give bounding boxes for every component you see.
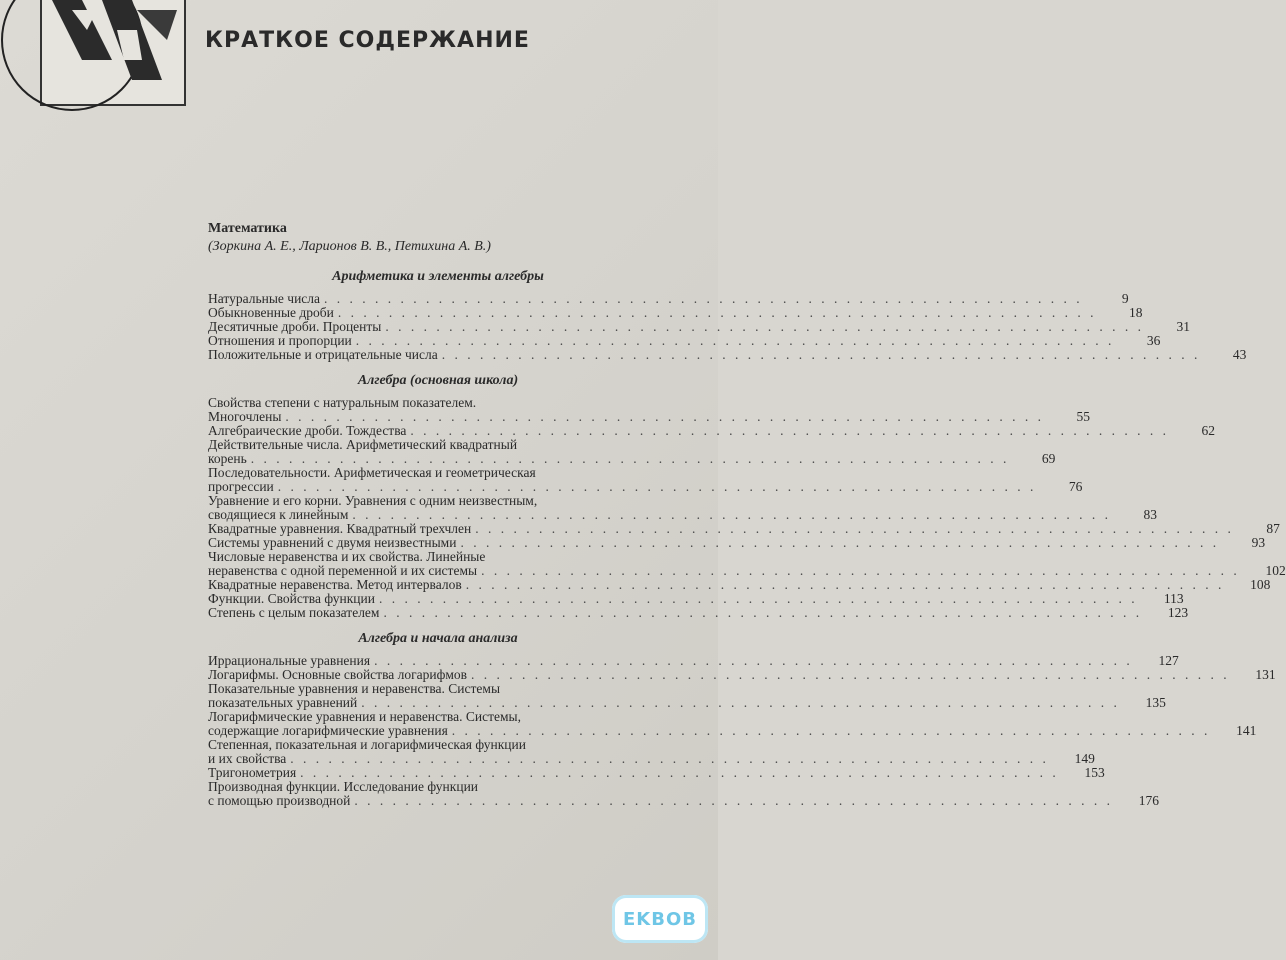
toc-entry-text: сводящиеся к линейным [208, 507, 349, 522]
page-number: 36 [1146, 333, 1161, 348]
toc-entry [208, 535, 1266, 550]
toc-entry [208, 605, 1189, 620]
toc-entry-line [208, 521, 1280, 536]
page-number: 69 [1041, 451, 1056, 466]
toc-entry-line [208, 535, 1266, 550]
toc-entry-text: Действительные числа. Арифметический квадратный [208, 437, 518, 452]
toc-entry-line [208, 347, 1247, 362]
page-title: КРАТКОЕ СОДЕРЖАНИЕ [205, 28, 530, 53]
toc-entry-text: содержащие логарифмические уравнения [208, 723, 448, 738]
leader-dots: . . . . . . . . . . . . . . . . . . . . . . . . . . . . . . . . . . . . . . . . . . . . . . . . . . . . . . . . . . . . [481, 563, 1240, 578]
toc-entry [208, 347, 1247, 362]
toc-entry-line [208, 409, 1091, 424]
toc-entry-text: Тригонометрия [208, 765, 297, 780]
toc-entry-text: Квадратные уравнения. Квадратный трехчлен [208, 521, 472, 536]
toc-entry-line [208, 333, 1161, 348]
section-title: Алгебра (основная школа) [357, 373, 519, 388]
leader-dots: . . . . . . . . . . . . . . . . . . . . . . . . . . . . . . . . . . . . . . . . . . . . . . . . . . . . . . . . . . . . [475, 521, 1234, 536]
page-number: 108 [1250, 577, 1271, 592]
toc-entry [208, 319, 1190, 334]
toc-entry-text: Числовые неравенства и их свойства. Линейные [208, 549, 486, 564]
toc-entry-text: Иррациональные уравнения [208, 653, 371, 668]
toc-entry-text: Степенная, показательная и логарифмическая функции [208, 737, 526, 752]
toc-entry-text: с помощью производной [208, 793, 351, 808]
leader-dots: . . . . . . . . . . . . . . . . . . . . . . . . . . . . . . . . . . . . . . . . . . . . . . . . . . . . . . . . . . . . [460, 535, 1220, 550]
page-number: 18 [1128, 305, 1143, 320]
toc-entry [208, 423, 1216, 438]
page-number: 87 [1266, 521, 1280, 536]
toc-entry-line [208, 667, 1276, 682]
leader-dots: . . . . . . . . . . . . . . . . . . . . . . . . . . . . . . . . . . . . . . . . . . . . . . . . . . . . . . . . . . . . [337, 305, 1097, 320]
toc-entry-line [208, 793, 1160, 808]
subject-title: Математика [208, 221, 287, 236]
toc-entry-line [208, 396, 668, 410]
leader-dots: . . . . . . . . . . . . . . . . . . . . . . . . . . . . . . . . . . . . . . . . . . . . . . . . . . . . . . . . . . . . [378, 591, 1138, 606]
toc-entry [208, 437, 1056, 466]
toc-entry [208, 493, 1158, 522]
page-number: 55 [1076, 409, 1091, 424]
page-number: 123 [1167, 605, 1189, 620]
page-number: 135 [1145, 695, 1166, 710]
toc-entry [208, 395, 1091, 424]
toc-entry-line [208, 710, 668, 724]
toc-entry-line [208, 765, 1105, 780]
page-number: 153 [1084, 765, 1105, 780]
toc-entry-line [208, 550, 668, 564]
toc-entry-line [208, 494, 668, 508]
leader-dots: . . . . . . . . . . . . . . . . . . . . . . . . . . . . . . . . . . . . . . . . . . . . . . . . . . . . . . . . . . . . [250, 451, 1010, 466]
toc-entry [208, 465, 1083, 494]
leader-dots: . . . . . . . . . . . . . . . . . . . . . . . . . . . . . . . . . . . . . . . . . . . . . . . . . . . . . . . . . . . . [471, 667, 1230, 682]
toc-entry-text: прогрессии [208, 479, 274, 494]
toc-entry-text: Логарифмические уравнения и неравенства. Системы, [208, 709, 521, 724]
toc-entry [208, 305, 1143, 320]
toc-entry-line [208, 438, 668, 452]
toc-entry-text: Квадратные неравенства. Метод интервалов [208, 577, 462, 592]
toc-entry [208, 577, 1271, 592]
toc-entry [208, 765, 1105, 780]
watermark-logo: EKBOB [612, 895, 708, 943]
toc-entry [208, 779, 1160, 808]
leader-dots: . . . . . . . . . . . . . . . . . . . . . . . . . . . . . . . . . . . . . . . . . . . . . . . . . . . . . . . . . . . . [410, 423, 1170, 438]
page-number: 127 [1158, 653, 1179, 668]
toc-entry [208, 591, 1184, 606]
leader-dots: . . . . . . . . . . . . . . . . . . . . . . . . . . . . . . . . . . . . . . . . . . . . . . . . . . . . . . . . . . . . [355, 333, 1115, 348]
toc-entry-line [208, 305, 1143, 320]
toc-entry [208, 709, 1257, 738]
page-number: 76 [1068, 479, 1083, 494]
toc-entry [208, 521, 1280, 536]
page-number: 176 [1138, 793, 1160, 808]
toc-entry-text: корень [208, 451, 247, 466]
toc-entry-text: Показательные уравнения и неравенства. Системы [208, 681, 501, 696]
section-title: Арифметика и элементы алгебры [332, 269, 544, 284]
page-number: 9 [1121, 291, 1129, 306]
toc-entry-line [208, 695, 1166, 710]
toc-entry-text: неравенства с одной переменной и их системы [208, 563, 478, 578]
toc-entry-text: Алгебраические дроби. Тождества [208, 423, 407, 438]
toc-entry-line [208, 723, 1257, 738]
toc-sections [208, 268, 1286, 808]
toc-entry-line [208, 780, 668, 794]
leader-dots: . . . . . . . . . . . . . . . . . . . . . . . . . . . . . . . . . . . . . . . . . . . . . . . . . . . . . . . . . . . . [277, 479, 1037, 494]
toc-entry-line [208, 653, 1179, 668]
leader-dots: . . . . . . . . . . . . . . . . . . . . . . . . . . . . . . . . . . . . . . . . . . . . . . . . . . . . . . . . . . . . [374, 653, 1133, 668]
toc-entry-text: Десятичные дроби. Проценты [208, 319, 382, 334]
toc-entry-line [208, 291, 1129, 306]
toc-entry-line [208, 319, 1190, 334]
table-of-contents [208, 220, 1286, 808]
emblem-graphic [42, 0, 184, 104]
chapter-emblem [40, 0, 186, 106]
page-number: 93 [1251, 535, 1266, 550]
toc-entry [208, 549, 1286, 578]
leader-dots: . . . . . . . . . . . . . . . . . . . . . . . . . . . . . . . . . . . . . . . . . . . . . . . . . . . . . . . . . . . . [441, 347, 1201, 362]
toc-entry-text: Степень с целым показателем [208, 605, 380, 620]
page-number: 149 [1074, 751, 1095, 766]
leader-dots: . . . . . . . . . . . . . . . . . . . . . . . . . . . . . . . . . . . . . . . . . . . . . . . . . . . . . . . . . . . . [385, 319, 1144, 334]
leader-dots: . . . . . . . . . . . . . . . . . . . . . . . . . . . . . . . . . . . . . . . . . . . . . . . . . . . . . . . . . . . . [383, 605, 1143, 620]
toc-entry-text: Последовательности. Арифметическая и геометрическая [208, 465, 536, 480]
page-number: 131 [1255, 667, 1276, 682]
toc-entry [208, 333, 1161, 348]
toc-entry-text: Натуральные числа [208, 291, 321, 306]
leader-dots: . . . . . . . . . . . . . . . . . . . . . . . . . . . . . . . . . . . . . . . . . . . . . . . . . . . . . . . . . . . . [285, 409, 1045, 424]
toc-entry-text: показательных уравнений [208, 695, 358, 710]
leader-dots: . . . . . . . . . . . . . . . . . . . . . . . . . . . . . . . . . . . . . . . . . . . . . . . . . . . . . . . . . . . . [352, 507, 1112, 522]
toc-entry [208, 667, 1276, 682]
toc-entry-text: Свойства степени с натуральным показателем. [208, 395, 477, 410]
page-number: 83 [1143, 507, 1158, 522]
section-title: Алгебра и начала анализа [358, 631, 518, 646]
leader-dots: . . . . . . . . . . . . . . . . . . . . . . . . . . . . . . . . . . . . . . . . . . . . . . . . . . . . . . . . . . . . [465, 577, 1225, 592]
toc-entry-line [208, 577, 1271, 592]
toc-entry-line [208, 591, 1184, 606]
subject-authors: (Зоркина А. Е., Ларионов В. В., Петихина А. В.) [208, 239, 491, 254]
page-number: 102 [1265, 563, 1286, 578]
toc-entry-text: и их свойства [208, 751, 287, 766]
leader-dots: . . . . . . . . . . . . . . . . . . . . . . . . . . . . . . . . . . . . . . . . . . . . . . . . . . . . . . . . . . . . [361, 695, 1120, 710]
toc-entry-text: Логарифмы. Основные свойства логарифмов [208, 667, 468, 682]
toc-entry-text: Обыкновенные дроби [208, 305, 334, 320]
toc-entry-text: Отношения и пропорции [208, 333, 352, 348]
toc-entry-line [208, 751, 1095, 766]
page-number: 43 [1232, 347, 1247, 362]
toc-entry-line [208, 507, 1158, 522]
toc-entry-text: Положительные и отрицательные числа [208, 347, 438, 362]
toc-entry-line [208, 738, 668, 752]
page-number: 31 [1176, 319, 1190, 334]
toc-entry [208, 653, 1179, 668]
leader-dots: . . . . . . . . . . . . . . . . . . . . . . . . . . . . . . . . . . . . . . . . . . . . . . . . . . . . . . . . . . . . [290, 751, 1049, 766]
toc-entry-line [208, 682, 668, 696]
toc-entry-text: Многочлены [208, 409, 282, 424]
toc-entry-line [208, 563, 1286, 578]
toc-entry [208, 737, 1095, 766]
toc-entry-line [208, 605, 1189, 620]
page-number: 141 [1236, 723, 1257, 738]
toc-entry-text: Системы уравнений с двумя неизвестными [208, 535, 457, 550]
toc-entry-text: Уравнение и его корни. Уравнения с одним неизвестным, [208, 493, 538, 508]
toc-entry [208, 681, 1166, 710]
toc-entry-line [208, 466, 668, 480]
toc-entry-text: Производная функции. Исследование функции [208, 779, 479, 794]
toc-entry-line [208, 423, 1216, 438]
toc-entry-line [208, 451, 1056, 466]
leader-dots: . . . . . . . . . . . . . . . . . . . . . . . . . . . . . . . . . . . . . . . . . . . . . . . . . . . . . . . . . . . . [451, 723, 1211, 738]
page-number: 113 [1163, 591, 1184, 606]
leader-dots: . . . . . . . . . . . . . . . . . . . . . . . . . . . . . . . . . . . . . . . . . . . . . . . . . . . . . . . . . . . . [354, 793, 1114, 808]
page-number: 62 [1201, 423, 1216, 438]
toc-entry-text: Функции. Свойства функции [208, 591, 375, 606]
toc-entry [208, 291, 1129, 306]
leader-dots: . . . . . . . . . . . . . . . . . . . . . . . . . . . . . . . . . . . . . . . . . . . . . . . . . . . . . . . . . . . . [300, 765, 1059, 780]
leader-dots: . . . . . . . . . . . . . . . . . . . . . . . . . . . . . . . . . . . . . . . . . . . . . . . . . . . . . . . . . . . . [324, 291, 1083, 306]
toc-entry-line [208, 479, 1083, 494]
